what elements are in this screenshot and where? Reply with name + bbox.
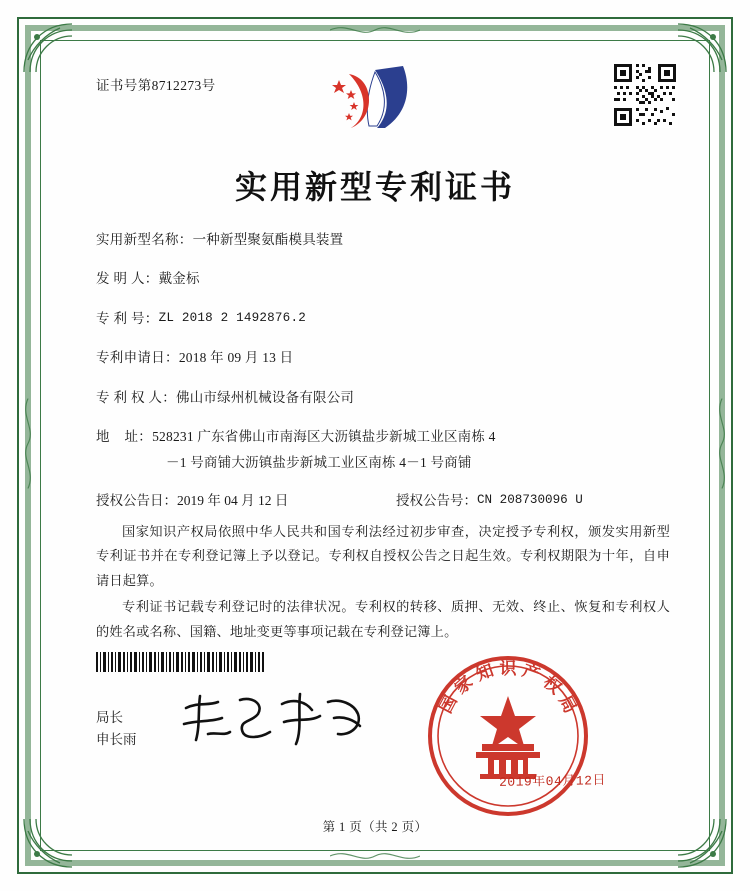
signature-role-label: 局长 bbox=[96, 710, 123, 725]
fields-list bbox=[96, 230, 672, 520]
grant-number-value: CN 208730096 U bbox=[477, 493, 583, 508]
svg-text:识: 识 bbox=[499, 659, 517, 679]
field-label: 专利申请日： bbox=[96, 350, 179, 366]
field-value: ZL 2018 2 1492876.2 bbox=[158, 310, 306, 325]
field-label: 地 址： bbox=[96, 429, 153, 445]
seal-date: 2019年04月12日 bbox=[498, 773, 607, 790]
field-value: 528231 广东省佛山市南海区大沥镇盐步新城工业区南栋 4 bbox=[152, 429, 496, 445]
svg-text:家: 家 bbox=[451, 672, 478, 699]
svg-text:局: 局 bbox=[554, 692, 580, 717]
field-value: 2018 年 09 月 13 日 bbox=[178, 350, 294, 366]
barcode-icon bbox=[96, 652, 264, 672]
page-footer: 第 1 页（共 2 页） bbox=[322, 820, 428, 834]
qr-code-icon bbox=[612, 62, 678, 128]
field-row bbox=[96, 269, 672, 290]
field-label: 专 利 权 人： bbox=[96, 389, 177, 405]
svg-text:权: 权 bbox=[538, 672, 565, 699]
field-value: 一种新型聚氨酯模具装置 bbox=[192, 232, 344, 247]
page-title: 实用新型专利证书 bbox=[234, 168, 515, 206]
signature-name: 申长雨 bbox=[96, 731, 137, 747]
field-value: 佛山市绿州机械设备有限公司 bbox=[176, 389, 355, 405]
certificate-number: 证书号第8712273号 bbox=[96, 78, 216, 93]
grant-row bbox=[96, 491, 672, 512]
edge-ornament-icon bbox=[20, 398, 36, 493]
legal-paragraphs bbox=[96, 520, 670, 646]
official-seal-icon bbox=[424, 652, 592, 820]
signature-block bbox=[96, 707, 137, 750]
edge-ornament-icon bbox=[714, 398, 730, 493]
grant-date-label: 授权公告日： bbox=[96, 493, 177, 509]
field-label: 发 明 人： bbox=[96, 271, 159, 287]
svg-text:产: 产 bbox=[519, 660, 543, 686]
field-row bbox=[96, 230, 672, 251]
certificate-content bbox=[58, 52, 692, 841]
grant-date-cell bbox=[96, 491, 396, 512]
cnipa-logo-icon bbox=[315, 64, 435, 134]
svg-text:知: 知 bbox=[473, 660, 497, 686]
handwritten-signature-icon bbox=[178, 688, 368, 752]
field-row bbox=[96, 388, 672, 409]
edge-ornament-icon bbox=[330, 848, 420, 869]
grant-number-label: 授权公告号： bbox=[396, 493, 477, 509]
svg-text:国: 国 bbox=[436, 692, 462, 717]
field-label: 专 利 号： bbox=[96, 310, 159, 326]
field-value: 戴金标 bbox=[158, 271, 200, 287]
field-row bbox=[96, 348, 672, 369]
legal-paragraph: 国家知识产权局依照中华人民共和国专利法经过初步审查，决定授予专利权，颁发实用新型专利证书并在专利登记簿上予以登记。专利权自授权公告之日起生效。专利权期限为十年，自申请日起算。 bbox=[96, 524, 670, 588]
field-row bbox=[96, 427, 672, 448]
field-label: 实用新型名称： bbox=[96, 232, 193, 247]
grant-date-value: 2019 年 04 月 12 日 bbox=[177, 493, 289, 509]
grant-number-cell bbox=[396, 491, 583, 512]
edge-ornament-icon bbox=[330, 22, 420, 43]
address-continuation: －1 号商铺大沥镇盐步新城工业区南栋 4－1 号商铺 bbox=[166, 454, 472, 470]
field-row bbox=[96, 309, 672, 330]
legal-paragraph: 专利证书记载专利登记时的法律状况。专利权的转移、质押、无效、终止、恢复和专利权人的姓名或名称、国籍、地址变更等事项记载在专利登记簿上。 bbox=[96, 599, 670, 639]
